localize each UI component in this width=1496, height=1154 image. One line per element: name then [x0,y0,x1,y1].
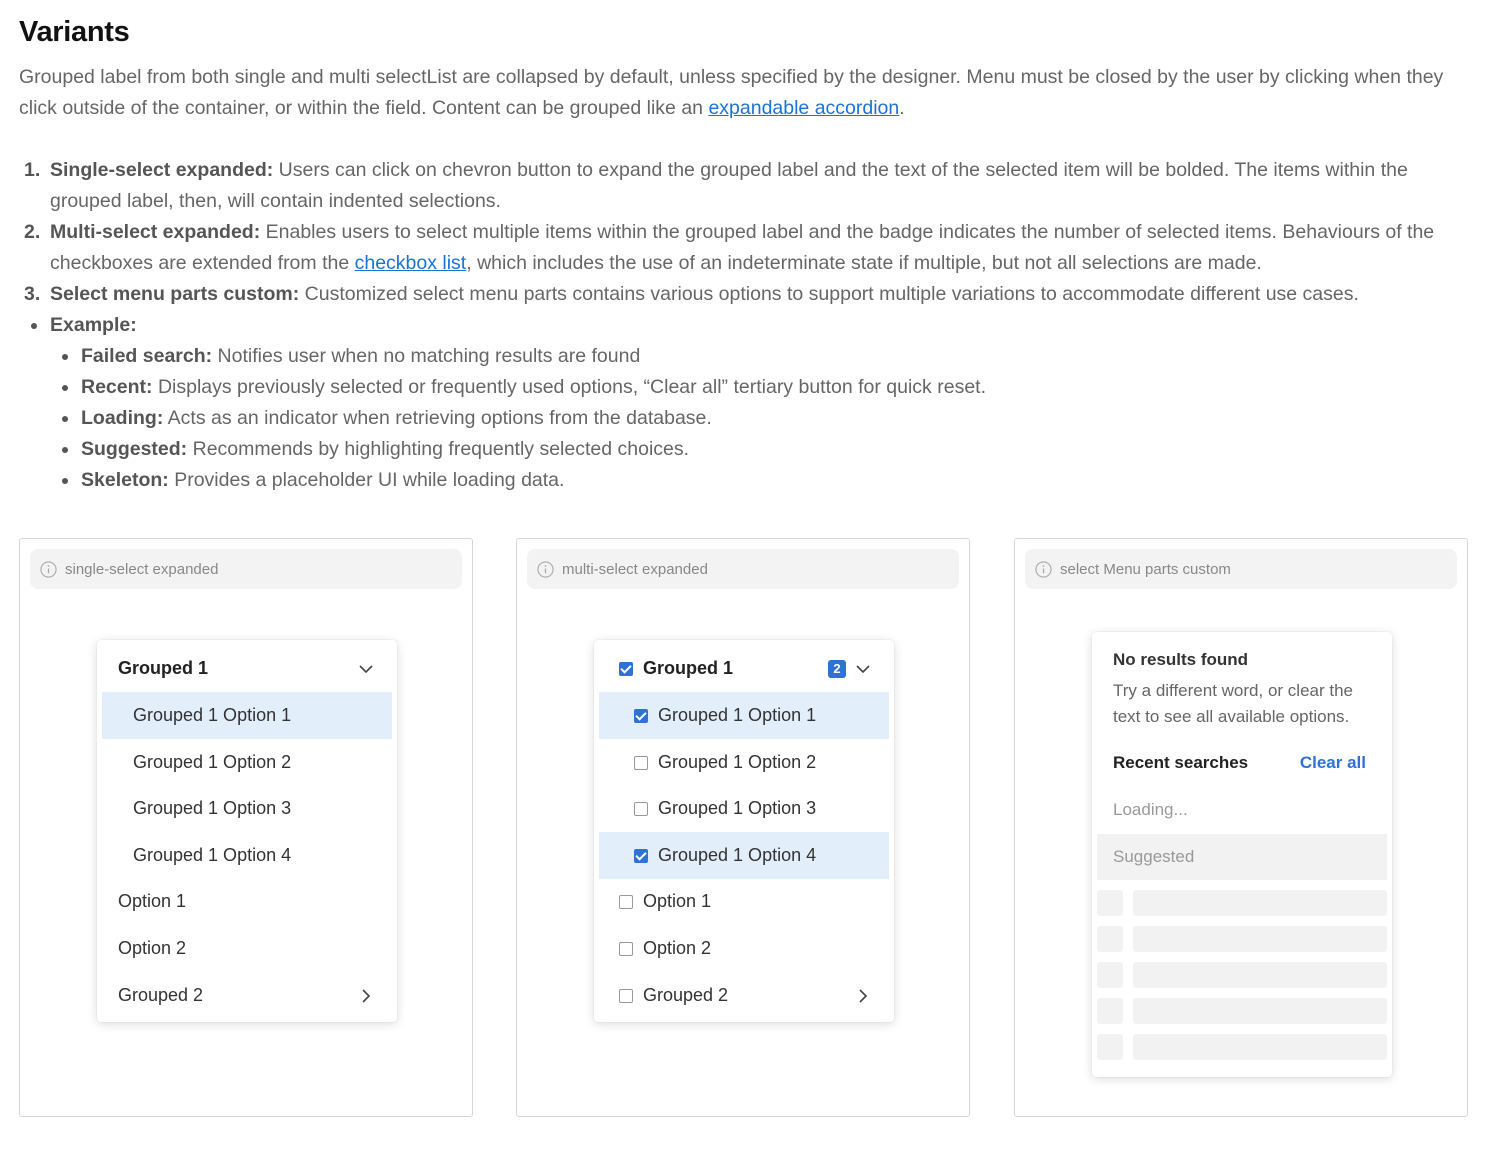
panel-label [30,549,462,589]
menu-option[interactable] [102,832,392,879]
skeleton-row [1097,926,1387,952]
sub-item-failed-search [50,341,1479,372]
checkbox-unchecked[interactable] [619,942,633,956]
panel-menu-parts-custom [1014,538,1468,1117]
sub-item-text: Notifies user when no matching results are found [212,345,641,367]
checkbox-unchecked[interactable] [619,989,633,1003]
custom-menu [1092,632,1392,1077]
group-2-header[interactable] [102,972,392,1019]
sub-item-suggested [50,434,1479,465]
sub-item-text: Acts as an indicator when retrieving options from the database. [163,407,712,429]
selected-count-badge: 2 [828,660,846,678]
bullet [31,323,37,329]
intro-text: Grouped label from both single and multi selectList are collapsed by default, unless specified by the designer. Menu must be closed by the user by clicking when they click outside of the container, or within the field. Content can be grouped like an [19,66,1444,119]
list-item-text: Customized select menu parts contains various options to support multiple variations to accommodate different use cases. [299,283,1359,305]
option-label: Grouped 1 Option 4 [133,845,292,865]
panel-label [1025,549,1457,589]
sub-item-title: Recent: [81,376,153,398]
no-results-text: Try a different word, or clear the text to see all available options. [1113,681,1353,726]
panel-label-text: multi-select expanded [562,560,708,578]
menu-option[interactable] [599,925,889,972]
panel-multi-select [516,538,970,1117]
skeleton-text-placeholder [1133,926,1387,952]
expandable-accordion-link[interactable]: expandable accordion [708,97,900,119]
bullet [62,354,68,360]
info-icon [1035,561,1052,578]
recent-searches-label: Recent searches [1113,753,1249,772]
panel-label-text: select Menu parts custom [1060,560,1231,578]
group-2-label: Grouped 2 [118,985,204,1005]
menu-option[interactable] [102,692,392,739]
option-label: Option 2 [118,938,187,958]
skeleton-text-placeholder [1133,998,1387,1024]
checkbox-checked[interactable] [619,662,633,676]
list-number: 3. [24,283,41,305]
skeleton-text-placeholder [1133,962,1387,988]
bullet [62,447,68,453]
bullet [62,478,68,484]
sub-item-title: Suggested: [81,438,188,460]
menu-option[interactable] [102,878,392,925]
checkbox-checked[interactable] [634,709,648,723]
list-item-custom [19,279,1479,310]
menu-option[interactable] [102,739,392,786]
option-label: Grouped 1 Option 2 [133,752,292,772]
option-label: Grouped 1 Option 3 [658,798,817,818]
menu-option[interactable] [599,739,889,786]
group-1-label: Grouped 1 [118,658,209,678]
skeleton-icon-placeholder [1097,1034,1123,1060]
sub-item-skeleton [50,465,1479,496]
panel-label-text: single-select expanded [65,560,219,578]
chevron-right-icon[interactable] [357,987,375,1005]
skeleton-text-placeholder [1133,1034,1387,1060]
sub-item-title: Loading: [81,407,164,429]
info-icon [537,561,554,578]
group-1-label: Grouped 1 [643,658,734,678]
chevron-right-icon[interactable] [854,987,872,1005]
option-label: Option 1 [118,891,187,911]
bullet [62,416,68,422]
list-number: 2. [24,221,41,243]
suggested-label: Suggested [1113,847,1195,866]
group-2-header[interactable] [599,972,889,1019]
checkbox-unchecked[interactable] [634,802,648,816]
bullet [62,385,68,391]
list-item-single [19,155,1479,217]
skeleton-icon-placeholder [1097,890,1123,916]
list-item-text: Users can click on chevron button to expand the grouped label and the text of the selected item will be bolded. The items within the grouped label, then, will contain indented selections. [50,159,1408,212]
clear-all-button[interactable]: Clear all [1299,753,1366,772]
skeleton-row [1097,890,1387,916]
list-number: 1. [24,159,41,181]
multi-select-menu [594,640,894,1022]
skeleton-row [1097,1034,1387,1060]
sub-item-text: Displays previously selected or frequently used options, “Clear all” tertiary button for quick reset. [152,376,986,398]
option-label: Grouped 1 Option 4 [658,845,817,865]
variant-list [19,155,1479,496]
menu-option[interactable] [102,925,392,972]
menu-option[interactable] [599,692,889,739]
option-label: Option 1 [643,891,712,911]
skeleton-icon-placeholder [1097,926,1123,952]
panel-label [527,549,959,589]
option-label: Option 2 [643,938,712,958]
sub-item-recent [50,372,1479,403]
intro-text-end: . [899,97,905,119]
menu-option[interactable] [599,832,889,879]
list-item-text: Enables users to select multiple items within the grouped label and the badge indicates the number of selected items. Behaviours of the checkboxes are extended from the [50,221,1435,274]
no-results-title: No results found [1113,650,1249,669]
sub-item-title: Skeleton: [81,469,169,491]
group-1-header[interactable] [102,645,392,692]
suggested-row [1097,834,1387,880]
skeleton-row [1097,998,1387,1024]
info-icon [40,561,57,578]
option-label: Grouped 1 Option 3 [133,798,292,818]
menu-option[interactable] [599,785,889,832]
skeleton-icon-placeholder [1097,962,1123,988]
loading-text: Loading... [1113,800,1188,819]
checkbox-list-link[interactable]: checkbox list [354,252,467,274]
section-title: Variants [19,16,130,48]
option-label: Grouped 1 Option 1 [133,705,292,725]
single-select-menu [97,640,397,1022]
menu-option[interactable] [102,785,392,832]
list-item-text-end: , which includes the use of an indeterminate state if multiple, but not all selections are made. [466,252,1262,274]
list-item-title: Select menu parts custom: [50,283,300,305]
checkbox-unchecked[interactable] [619,895,633,909]
panel-single-select [19,538,473,1117]
group-2-label: Grouped 2 [643,985,729,1005]
sub-item-loading [50,403,1479,434]
checkbox-checked[interactable] [634,849,648,863]
checkbox-unchecked[interactable] [634,756,648,770]
sub-item-title: Failed search: [81,345,213,367]
group-1-header[interactable] [599,645,889,692]
list-item-title: Single-select expanded: [50,159,274,181]
list-item-title: Multi-select expanded: [50,221,261,243]
option-label: Grouped 1 Option 2 [658,752,817,772]
menu-option[interactable] [599,878,889,925]
skeleton-row [1097,962,1387,988]
chevron-down-icon[interactable] [357,660,375,678]
chevron-down-icon[interactable] [854,660,872,678]
option-label: Grouped 1 Option 1 [658,705,817,725]
sub-item-text: Recommends by highlighting frequently selected choices. [187,438,690,460]
skeleton-icon-placeholder [1097,998,1123,1024]
skeleton-text-placeholder [1133,890,1387,916]
example-label: Example: [50,314,137,336]
example-sublist [50,341,1479,496]
list-item-example [19,310,1479,496]
intro-paragraph [19,62,1479,124]
sub-item-text: Provides a placeholder UI while loading data. [168,469,565,491]
list-item-multi [19,217,1479,279]
